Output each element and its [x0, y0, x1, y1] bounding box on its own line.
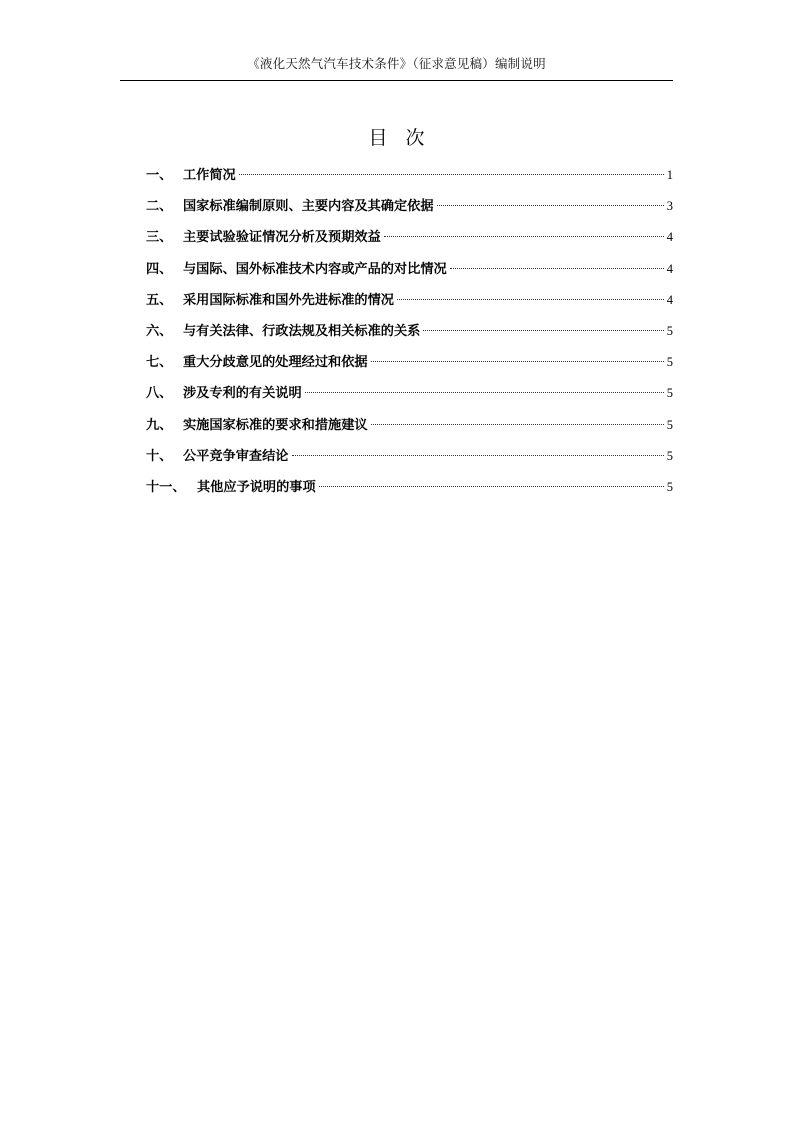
toc-entry-2[interactable]: [146, 195, 673, 226]
toc-entry-page: 5: [666, 448, 673, 463]
toc-entry-number: 十一、: [146, 479, 186, 495]
toc-entry-page: 3: [666, 199, 673, 214]
toc-entry-number: 九、: [146, 417, 173, 433]
toc-entry-title: 其他应予说明的事项: [197, 479, 316, 495]
table-of-contents: [146, 164, 673, 507]
toc-entry-page: 4: [666, 261, 673, 276]
toc-entry-title: 国家标准编制原则、主要内容及其确定依据: [183, 199, 434, 215]
toc-entry-number: 七、: [146, 355, 173, 371]
toc-entry-page: 5: [666, 386, 673, 401]
toc-leader-dots: [397, 299, 664, 300]
toc-entry-page: 1: [666, 168, 673, 182]
toc-entry-number: 二、: [146, 199, 173, 215]
toc-leader-dots: [384, 236, 664, 237]
toc-leader-dots: [423, 330, 663, 331]
toc-entry-title: 采用国际标准和国外先进标准的情况: [183, 292, 394, 308]
page-header: 《液化天然气汽车技术条件》（征求意见稿）编制说明: [247, 56, 546, 71]
toc-entry-page: 5: [666, 417, 673, 432]
toc-leader-dots: [450, 268, 664, 269]
toc-entry-6[interactable]: [146, 320, 673, 351]
toc-entry-title: 与国际、国外标准技术内容或产品的对比情况: [183, 261, 447, 277]
toc-entry-5[interactable]: [146, 289, 673, 320]
toc-entry-3[interactable]: [146, 226, 673, 257]
toc-entry-number: 一、: [146, 168, 173, 183]
toc-entry-11[interactable]: [146, 476, 673, 507]
toc-entry-4[interactable]: [146, 258, 673, 289]
toc-title: 目次: [368, 127, 443, 149]
toc-entry-number: 六、: [146, 323, 173, 339]
toc-leader-dots: [319, 486, 664, 487]
toc-entry-page: 5: [666, 479, 673, 494]
toc-entry-9[interactable]: [146, 414, 673, 445]
toc-entry-10[interactable]: [146, 445, 673, 476]
toc-leader-dots: [437, 205, 664, 206]
toc-entry-page: 5: [666, 323, 673, 338]
toc-entry-7[interactable]: [146, 351, 673, 382]
toc-entry-number: 四、: [146, 261, 173, 277]
toc-leader-dots: [371, 424, 664, 425]
toc-leader-dots: [305, 392, 664, 393]
toc-entry-number: 十、: [146, 448, 173, 464]
toc-entry-title: 主要试验验证情况分析及预期效益: [183, 230, 381, 246]
toc-entry-title: 实施国家标准的要求和措施建议: [183, 417, 368, 433]
toc-entry-number: 八、: [146, 386, 173, 402]
toc-entry-1[interactable]: [146, 164, 673, 195]
toc-entry-number: 三、: [146, 230, 173, 246]
toc-entry-page: 5: [666, 355, 673, 370]
toc-entry-title: 与有关法律、行政法规及相关标准的关系: [183, 323, 421, 339]
toc-entry-page: 4: [666, 292, 673, 307]
toc-leader-dots: [292, 455, 664, 456]
toc-entry-page: 4: [666, 230, 673, 245]
toc-leader-dots: [371, 361, 664, 362]
toc-entry-number: 五、: [146, 292, 173, 308]
toc-entry-title: 重大分歧意见的处理经过和依据: [183, 355, 368, 371]
toc-entry-title: 公平竞争审查结论: [183, 448, 289, 464]
toc-leader-dots: [239, 174, 664, 175]
toc-entry-8[interactable]: [146, 382, 673, 413]
toc-entry-title: 工作简况: [183, 168, 236, 183]
toc-entry-title: 涉及专利的有关说明: [183, 386, 302, 402]
header-divider: [120, 80, 673, 81]
